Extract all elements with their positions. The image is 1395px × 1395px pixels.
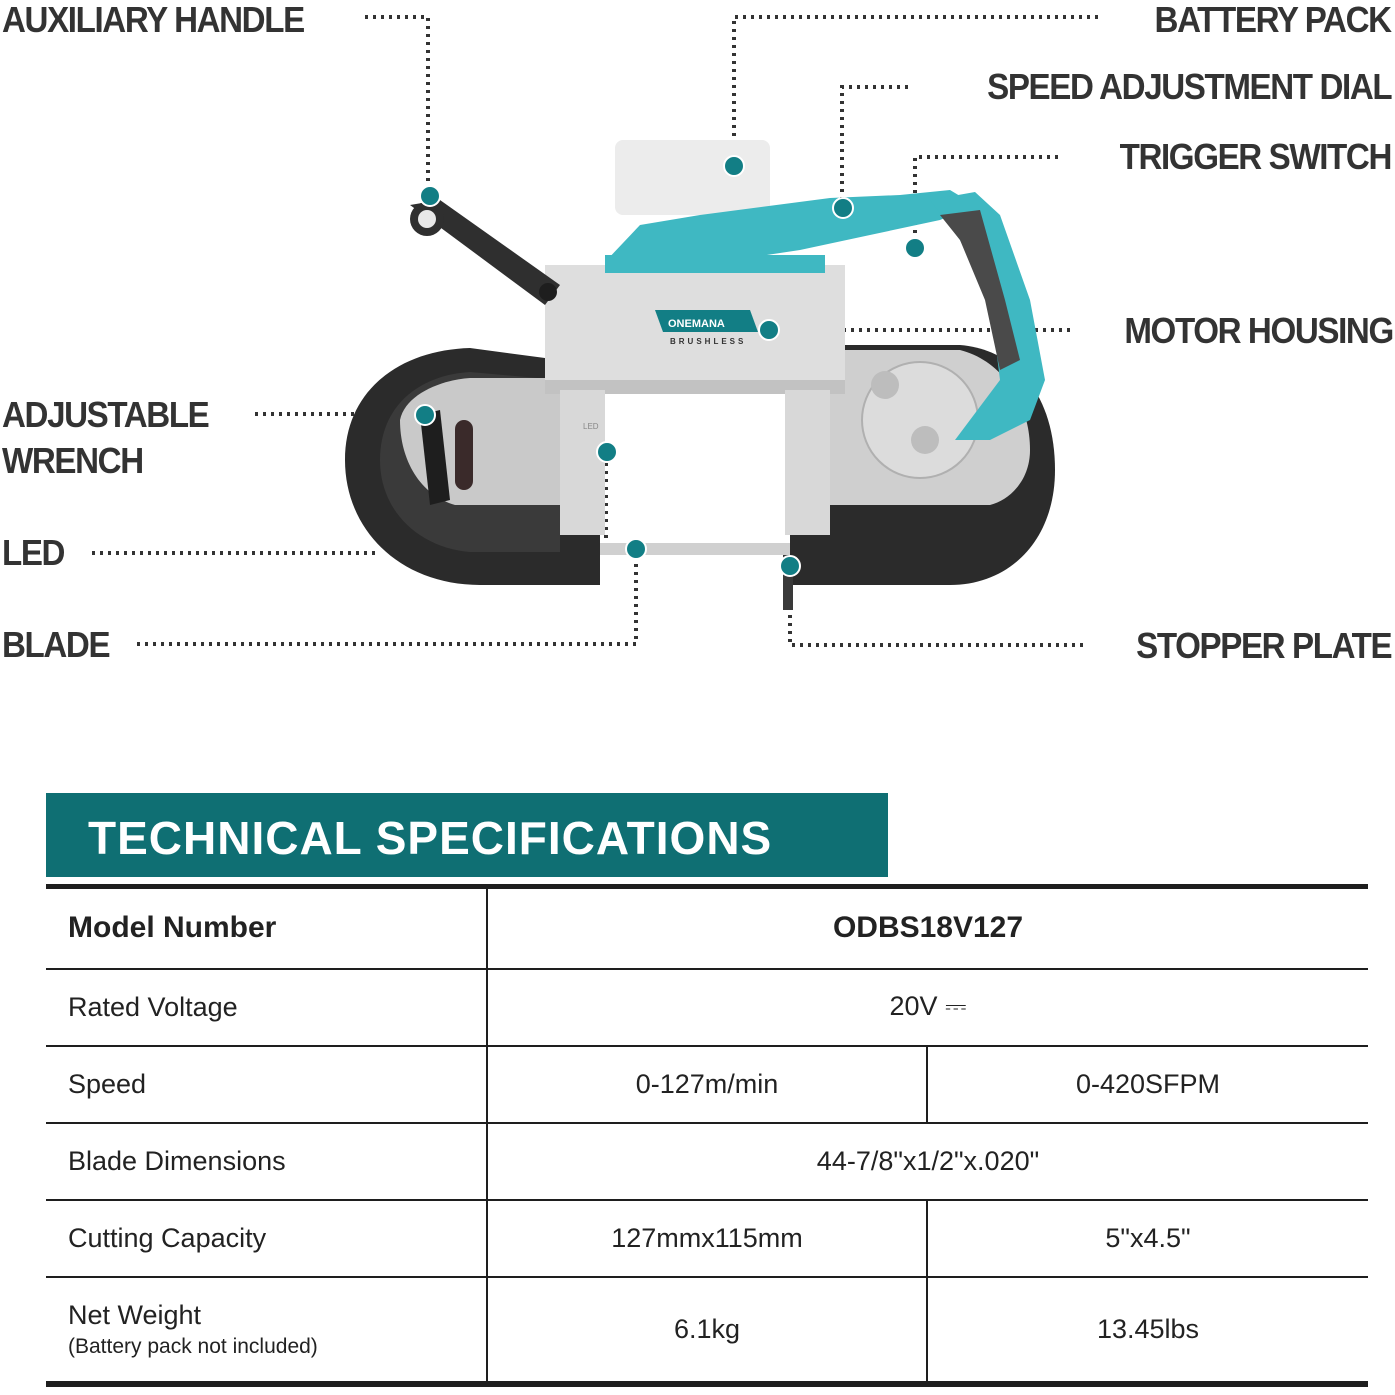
spec-value-metric: 127mmx115mm <box>487 1200 927 1277</box>
table-row <box>46 969 1368 1046</box>
spec-label: Net Weight <box>68 1299 202 1330</box>
spec-value: 20V ⎓ <box>487 969 1368 1046</box>
spec-label: Speed <box>46 1046 487 1123</box>
dot-speed-dial <box>833 198 853 218</box>
dot-battery-pack <box>724 156 744 176</box>
label-trigger-switch: TRIGGER SWITCH <box>1119 136 1391 177</box>
dot-blade <box>626 539 646 559</box>
brand-logo-text: ONEMANA <box>668 318 725 330</box>
table-row <box>46 1200 1368 1277</box>
spec-value-metric: 6.1kg <box>487 1277 927 1384</box>
label-adjustable-wrench-line2: WRENCH <box>2 440 143 481</box>
svg-text:BRUSHLESS: BRUSHLESS <box>670 337 747 346</box>
dot-motor-housing <box>759 320 779 340</box>
label-adjustable-wrench-line1: ADJUSTABLE <box>2 394 209 435</box>
battery-pack <box>615 140 770 215</box>
dot-trigger <box>905 238 925 258</box>
spec-sublabel: (Battery pack not included) <box>68 1334 318 1358</box>
spec-value-metric: 0-127m/min <box>487 1046 927 1123</box>
dot-auxiliary-handle <box>420 186 440 206</box>
specs-header-banner <box>46 793 888 877</box>
label-led: LED <box>2 532 65 573</box>
spec-value: 44-7/8"x1/2"x.020" <box>487 1123 1368 1200</box>
label-blade: BLADE <box>2 624 110 665</box>
dot-led <box>597 442 617 462</box>
dot-stopper <box>780 556 800 576</box>
spec-label: Cutting Capacity <box>46 1200 487 1277</box>
specs-table <box>46 884 1368 1387</box>
brand-badge <box>655 310 758 346</box>
specs-title: TECHNICAL SPECIFICATIONS <box>88 812 773 864</box>
spec-label-cell <box>46 1277 487 1384</box>
spec-value-imperial: 13.45lbs <box>927 1277 1368 1384</box>
label-stopper-plate: STOPPER PLATE <box>1135 625 1391 666</box>
table-row <box>46 1277 1368 1384</box>
label-motor-housing: MOTOR HOUSING <box>1124 310 1393 351</box>
dot-wrench <box>415 405 435 425</box>
table-row <box>46 1046 1368 1123</box>
spec-value-imperial: 5"x4.5" <box>927 1200 1368 1277</box>
spec-label: Rated Voltage <box>46 969 487 1046</box>
spec-value-imperial: 0-420SFPM <box>927 1046 1368 1123</box>
label-speed-adjustment-dial: SPEED ADJUSTMENT DIAL <box>986 66 1391 107</box>
label-battery-pack: BATTERY PACK <box>1154 0 1391 40</box>
spec-value: ODBS18V127 <box>832 911 1024 945</box>
spec-label: Model Number <box>46 887 487 969</box>
label-auxiliary-handle: AUXILIARY HANDLE <box>2 0 304 40</box>
spec-label: Blade Dimensions <box>46 1123 487 1200</box>
table-row <box>46 1123 1368 1200</box>
table-row <box>46 887 1368 969</box>
svg-text:LED: LED <box>583 422 599 431</box>
